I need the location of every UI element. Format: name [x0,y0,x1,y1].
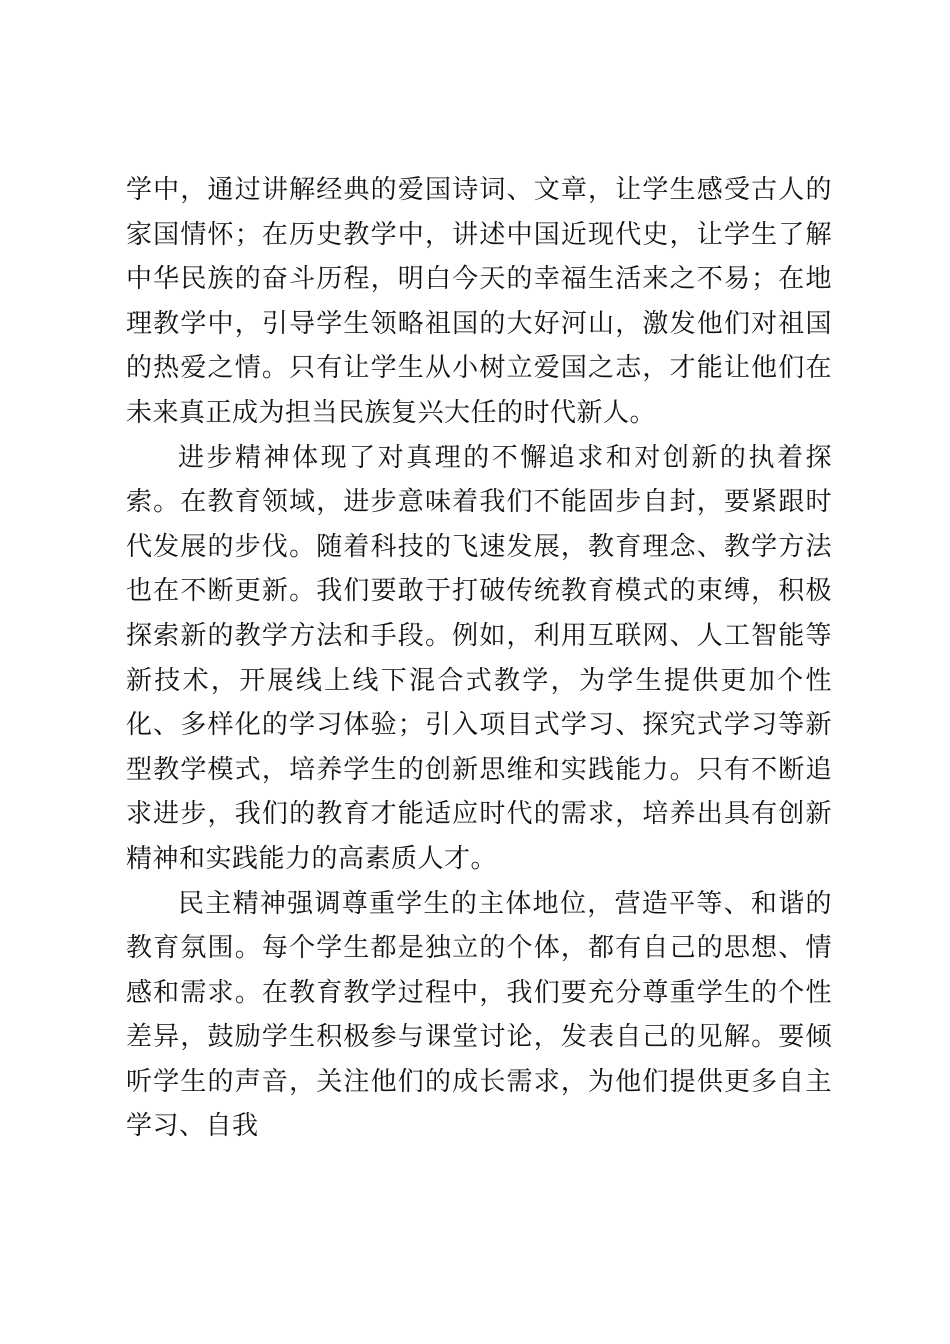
document-body [126,168,832,1149]
paragraph-3: 民主精神强调尊重学生的主体地位，营造平等、和谐的教育氛围。每个学生都是独立的个体，都有自己的思想、情感和需求。在教育教学过程中，我们要充分尊重学生的个性差异，鼓励学生积极参与课堂讨论，发表自己的见解。要倾听学生的声音，关注他们的成长需求，为他们提供更多自主学习、自我 [126,888,832,1142]
paragraph-2: 进步精神体现了对真理的不懈追求和对创新的执着探索。在教育领域，进步意味着我们不能固步自封，要紧跟时代发展的步伐。随着科技的飞速发展，教育理念、教学方法也在不断更新。我们要敢于打破传统教育模式的束缚，积极探索新的教学方法和手段。例如，利用互联网、人工智能等新技术，开展线上线下混合式教学，为学生提供更加个性化、多样化的学习体验；引入项目式学习、探究式学习等新型教学模式，培养学生的创新思维和实践能力。只有不断追求进步，我们的教育才能适应时代的需求，培养出具有创新精神和实践能力的高素质人才。 [126,442,832,874]
paragraph-1: 学中，通过讲解经典的爱国诗词、文章，让学生感受古人的家国情怀；在历史教学中，讲述中国近现代史，让学生了解中华民族的奋斗历程，明白今天的幸福生活来之不易；在地理教学中，引导学生领略祖国的大好河山，激发他们对祖国的热爱之情。只有让学生从小树立爱国之志，才能让他们在未来真正成为担当民族复兴大任的时代新人。 [126,175,832,428]
